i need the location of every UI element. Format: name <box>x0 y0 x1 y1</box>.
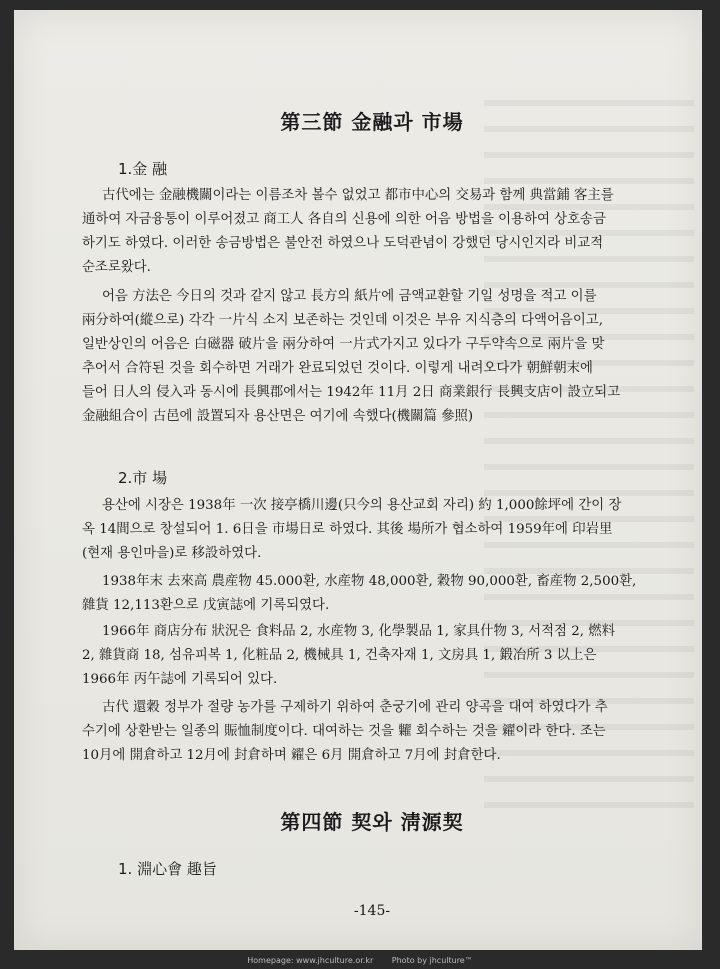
section-title-4: 第四節 契와 淸源契 <box>280 810 464 834</box>
document-page <box>14 10 702 950</box>
text-line: 古代에는 金融機關이라는 이름조차 볼수 없었고 都市中心의 交易과 함께 典當鋪 客主를 <box>102 188 614 203</box>
text-line: 通하여 자금융통이 이루어졌고 商工人 各自의 신용에 의한 어음 방법을 이용하여 상호송금 <box>82 212 606 227</box>
text-line: 1966年 商店分布 狀況은 食料品 2, 水産物 3, 化學製品 1, 家具什物 3, 서적점 2, 燃料 <box>102 624 616 639</box>
text-line: 용산에 시장은 1938年 一次 接亭橋川邊(只今의 용산교회 자리) 約 1,000餘坪에 간이 장 <box>102 498 622 513</box>
photo-credit-footer <box>0 952 720 969</box>
text-line: 金融組合이 古邑에 設置되자 용산면은 여기에 속했다(機關篇 參照) <box>82 409 474 424</box>
text-line: 10月에 開倉하고 12月에 封倉하며 糴은 6月 開倉하고 7月에 封倉한다. <box>82 748 501 763</box>
text-line: 하기도 하였다. 이러한 송금방법은 불안전 하였으나 도덕관념이 강했던 당시인지라 비교적 <box>82 236 604 251</box>
subsection-heading-association: 1. 淵心會 趣旨 <box>118 860 217 878</box>
text-line: 雜貨 12,113환으로 戊寅誌에 기록되였다. <box>82 598 330 613</box>
subsection-heading-finance: 1.金 融 <box>118 160 168 178</box>
paragraph-market-4 <box>82 696 650 768</box>
text-line: 추어서 合符된 것을 회수하면 거래가 완료되었던 것이다. 이렇게 내려오다가 朝鮮朝末에 <box>82 361 593 376</box>
text-line: 어음 方法은 今日의 것과 같지 않고 長方의 紙片에 금액교환할 기일 성명을 적고 이를 <box>102 289 597 304</box>
text-line: 1966年 丙午誌에 기록되어 있다. <box>82 672 278 687</box>
footer-homepage: Homepage: www.jhculture.or.kr <box>247 956 374 965</box>
text-line: 옥 14間으로 창설되어 1. 6日을 市場日로 하였다. 其後 場所가 협소하여 1959年에 印岩里 <box>82 522 613 537</box>
text-line: 2, 雜貨商 18, 섬유피복 1, 化粧品 2, 機械具 1, 건축자재 1, 文房具 1, 鍛冶所 3 以上은 <box>82 648 597 663</box>
text-line: 1938年末 去來高 農産物 45.000환, 水産物 48,000환, 穀物 90,000환, 畜産物 2,500환, <box>102 574 637 589</box>
paragraph-market-1 <box>82 494 650 566</box>
text-line: 兩分하여(縱으로) 각각 一片식 소지 보존하는 것인데 이것은 부유 지식층의 다액어음이고, <box>82 313 603 328</box>
paragraph-finance-2 <box>82 285 650 429</box>
text-line: 수기에 상환받는 일종의 賑恤制度이다. 대여하는 것을 糶 회수하는 것을 糴이라 한다. 조는 <box>82 724 606 739</box>
text-line: 들어 日人의 侵入과 동시에 長興郡에서는 1942年 11月 2日 商業銀行 長興支店이 設立되고 <box>82 385 621 400</box>
section-title-3: 第三節 金融과 市場 <box>280 110 464 134</box>
text-line: (현재 용인마을)로 移設하였다. <box>82 546 262 561</box>
subsection-heading-market: 2.市 場 <box>118 469 168 487</box>
paragraph-market-3 <box>82 620 650 692</box>
text-line: 순조로왔다. <box>82 260 151 275</box>
text-line: 古代 還穀 정부가 절량 농가를 구제하기 위하여 춘궁기에 관리 양곡을 대여 하였다가 추 <box>102 700 608 715</box>
page-number: -145- <box>353 903 391 919</box>
text-line: 일반상인의 어음은 白磁器 破片을 兩分하여 一片式가지고 있다가 구두약속으로 兩片을 맞 <box>82 337 605 352</box>
footer-photo-credit: Photo by jhculture™ <box>391 956 473 965</box>
paragraph-finance-1 <box>82 184 650 280</box>
paragraph-market-2 <box>82 570 650 618</box>
